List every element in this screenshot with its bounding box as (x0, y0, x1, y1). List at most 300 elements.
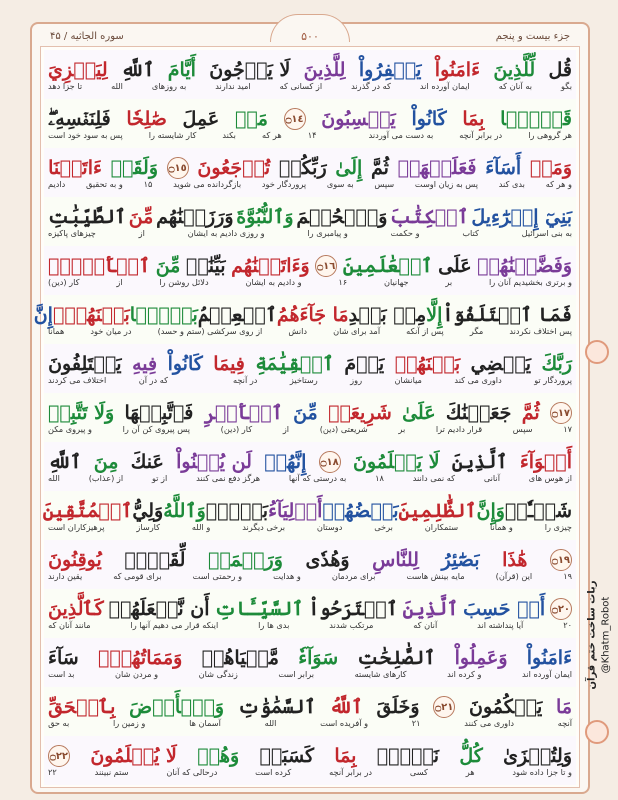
translation-word: و پیروی مکن (48, 424, 92, 434)
verse-line (44, 148, 576, 197)
translation-word: چیزهای پاکیزه (48, 228, 96, 238)
translation-word: ایمان آورده اند (419, 81, 470, 91)
arabic-word: وَٱلنُّبُوَّةَ (236, 206, 294, 228)
juz-label: جزء بیست و پنجم (495, 30, 570, 42)
arabic-word: ٱلۡأَمۡرِۖ (48, 255, 151, 277)
translation-word: و حکمت (390, 228, 420, 238)
translation-word: پس به سود خود است (48, 130, 123, 140)
translation-row (44, 130, 576, 148)
arabic-word: وَمَمَاتُهُمۡۚ (97, 647, 183, 669)
arabic-text-row (44, 540, 576, 571)
translation-word: پس به زیان اوست (414, 179, 478, 189)
translation-row (44, 767, 576, 785)
translation-row (44, 326, 576, 344)
arabic-word: بَعۡضُهُمۡ (322, 500, 399, 522)
translation-row (44, 179, 576, 197)
arabic-word: كَانُواْ (167, 353, 203, 375)
translation-word: ۲۰ (563, 620, 572, 630)
translation-word: و مردن شان (114, 669, 159, 679)
verse-line (44, 344, 576, 393)
arabic-text-row (44, 491, 576, 522)
translation-word: از هوس های (528, 473, 572, 483)
arabic-word: بَغۡيَۢا (129, 304, 198, 326)
verse-line (44, 638, 576, 687)
arabic-text-row (44, 197, 576, 228)
translation-word: جهانیان (383, 277, 409, 287)
translation-word: ۱۴ (307, 130, 317, 140)
translation-word: شریعتی (دین) (319, 424, 368, 434)
arabic-word: مِّنَ (155, 255, 181, 277)
arabic-word: لَا يَعۡلَمُونَ (352, 451, 440, 473)
translation-word: مرتکب شدند (329, 620, 374, 630)
arabic-word: وَٱللَّهُ (163, 500, 206, 522)
arabic-word: كَسَبَتۡ (259, 745, 315, 767)
verse-lines (33, 50, 576, 786)
translation-word: تا جزا دهد (48, 81, 83, 91)
translation-word: درحالی که آنان (166, 767, 218, 777)
translation-word: و رحمتی است (192, 571, 243, 581)
translation-word: کرده است (255, 767, 292, 777)
arabic-word: بَيِّنَٰتٖ (185, 255, 226, 277)
translation-word: پس از آنکه (406, 326, 444, 336)
arabic-word: وَعَمِلُواْ (454, 647, 508, 669)
translation-word: از (138, 228, 145, 238)
arabic-word: هَٰذَا (502, 549, 528, 571)
arabic-word: مَا (556, 696, 572, 718)
arabic-word: شَيۡـٔٗاۚ (504, 500, 572, 522)
translation-word: سپس (374, 179, 395, 189)
verse-line (44, 687, 576, 736)
translation-word: که در آن (138, 375, 169, 385)
arabic-word: عَلَىٰ (402, 402, 436, 424)
arabic-word: أَوۡلِيَآءُ (268, 500, 323, 522)
translation-word: از (116, 277, 123, 287)
arabic-word: بَيۡنَهُمۡ (394, 353, 461, 375)
arabic-word: رَبَّكَ (541, 353, 572, 375)
arabic-word: يُوقِنُونَ (48, 549, 102, 571)
flower-ornament-icon (585, 720, 609, 744)
arabic-word: بَنِيٓ إِسۡرَٰٓءِيلَ (471, 206, 572, 228)
translation-word: به دست می آوردند (368, 130, 434, 140)
verse-line (44, 442, 576, 491)
translation-word: پروردگار خود (261, 179, 307, 189)
arabic-word: كُلُّ (459, 745, 483, 767)
arabic-word: لَا يُظۡلَمُونَ (90, 745, 177, 767)
page-number: ۵۰۰ (301, 29, 319, 43)
translation-word: از تو (151, 473, 168, 483)
translation-word: برای مردمان (331, 571, 376, 581)
arabic-word: ٱلۡكِتَٰبَ (390, 206, 469, 228)
arabic-word: لِلَّذِينَ (303, 59, 346, 81)
translation-word: در برابر آنچه (329, 767, 373, 777)
verse-line (44, 491, 576, 540)
arabic-text-row (44, 393, 576, 424)
translation-word: ۱۵ (143, 179, 153, 189)
arabic-word: لِلنَّاسِ (372, 549, 419, 571)
translation-row (44, 81, 576, 99)
translation-word: و تا جزا داده شود (512, 767, 572, 777)
translation-word: چیزی را (544, 522, 572, 532)
translation-word: بگو (560, 81, 572, 91)
translation-word: کار (دین) (48, 277, 80, 287)
translation-word: داوری می کند (454, 375, 502, 385)
translation-word: اینکه قرار می دهیم آنها را (130, 620, 219, 630)
translation-row (44, 375, 576, 393)
arabic-word: ٱلسَّيِّـَٔاتِ (214, 598, 304, 620)
ayah-number-marker: ۝٢٠ (550, 598, 572, 620)
translation-word: سپس (512, 424, 533, 434)
translation-word: یقین دارند (48, 571, 83, 581)
translation-word: از (عذاب) (88, 473, 124, 483)
arabic-text-row (44, 736, 576, 767)
translation-row (44, 718, 576, 736)
translation-word: برابر است (278, 669, 315, 679)
verse-line (44, 540, 576, 589)
arabic-text-row (44, 50, 576, 81)
ayah-number-marker: ۝٢١ (433, 696, 455, 718)
arabic-word: أَيَّامَ (167, 59, 196, 81)
translation-row (44, 620, 576, 638)
translation-word: برخی (374, 522, 393, 532)
translation-word: در آنچه (232, 375, 258, 385)
translation-word: قرار دادیم ترا (435, 424, 483, 434)
arabic-word: يَغۡفِرُواْ (358, 59, 422, 81)
verse-line (44, 393, 576, 442)
arabic-word: مَّحۡيَاهُمۡ (201, 647, 279, 669)
translation-word: کارساز (136, 522, 161, 532)
arabic-word: ٱجۡتَرَحُواْ (308, 598, 398, 620)
arabic-word: مَنۡ (234, 108, 268, 130)
translation-word: کار شایسته را (148, 130, 197, 140)
verse-line (44, 736, 576, 785)
arabic-word: لِّلَّذِينَ (493, 59, 536, 81)
translation-word: و هر که (545, 179, 572, 189)
translation-word: آنانی (483, 473, 500, 483)
ayah-number-marker: ۝١٤ (284, 108, 306, 130)
translation-word: پرهیزکاران است (48, 522, 105, 532)
arabic-word: بَعۡضٖۖ (205, 500, 269, 522)
translation-word: به آنان که (498, 81, 533, 91)
verse-line (44, 246, 576, 295)
ayah-number-marker: ۝١٩ (550, 549, 572, 571)
translation-word: هرگز دفع نمی کنند (196, 473, 261, 483)
translation-word: و کرده اند (447, 669, 482, 679)
translation-word: کار (دین) (220, 424, 253, 434)
arabic-word: ٱلۡقِيَٰمَةِ (255, 353, 334, 375)
translation-row (44, 277, 576, 295)
translation-word: ۱۶ (338, 277, 348, 287)
translation-row (44, 473, 576, 491)
translation-word: آمد برای شان (333, 326, 381, 336)
translation-word: ستمکاران (424, 522, 459, 532)
arabic-word: جَعَلۡنَٰكَ (445, 402, 512, 424)
surah-label: سوره الجاثیه / ۴۵ (50, 30, 124, 42)
translation-word: امید ندارند (215, 81, 251, 91)
arabic-word: ثُمَّ (370, 157, 389, 179)
translation-word: و هدایت (273, 571, 301, 581)
translation-word: ستم نبینند (94, 767, 129, 777)
arabic-word: وَهُدٗى (305, 549, 350, 571)
translation-word: که در گذرند (351, 81, 391, 91)
translation-word: که نمی دانند (412, 473, 455, 483)
translation-word: دلائل روشن را (159, 277, 209, 287)
arabic-word: يَوۡمَ (344, 353, 385, 375)
translation-word: پس پیروی کن آن را (122, 424, 190, 434)
translation-row (44, 424, 576, 442)
arabic-word: مِنۢ بَعۡدِ (348, 304, 427, 326)
translation-word: به روزهای (151, 81, 187, 91)
translation-word: برای قومی که (113, 571, 162, 581)
arabic-word: فِيمَا (213, 353, 245, 375)
arabic-word: فَمَا ٱخۡتَلَفُوٓاْ (442, 304, 572, 326)
translation-word: به حق (48, 718, 70, 728)
verse-line (33, 295, 576, 344)
arabic-word: فَعَلَيۡهَاۖ (397, 157, 477, 179)
translation-word: الله (111, 81, 123, 91)
verse-line (44, 589, 576, 638)
ayah-number-marker: ۝١٥ (167, 157, 189, 179)
arabic-word: قَوۡمَۢا (500, 108, 572, 130)
translation-word: از روی سرکشی (ستم و حسد) (157, 326, 263, 336)
arabic-word: إِلَىٰ (335, 157, 363, 179)
arabic-word: سَوَآءٗ (298, 647, 339, 669)
arabic-text-row (44, 589, 576, 620)
arabic-word: أَهۡوَآءَ (519, 451, 572, 473)
translation-word: بازگردانده می شوید (173, 179, 242, 189)
translation-word: و روزی دادیم به ایشان (187, 228, 265, 238)
arabic-word: بِمَا (462, 108, 485, 130)
arabic-word: أَن نَّجۡعَلَهُمۡ (108, 598, 210, 620)
arabic-word: وَرَحۡمَةٞ (207, 549, 283, 571)
translation-word: بکند (222, 130, 236, 140)
arabic-word: فَٱتَّبِعۡهَا (124, 402, 194, 424)
arabic-word: يَكۡسِبُونَ (321, 108, 396, 130)
translation-word: ۱۷ (563, 424, 572, 434)
page-header (40, 26, 580, 46)
translation-word: پروردگار تو (534, 375, 572, 385)
arabic-word: رَبِّكُمۡ (278, 157, 327, 179)
arabic-word: لِّقَوۡمٖ (124, 549, 186, 571)
arabic-word: مِّنَ (128, 206, 154, 228)
arabic-word: قُل (548, 59, 572, 81)
translation-word: و پیامبری را (307, 228, 348, 238)
arabic-word: ٱلَّذِينَ (451, 451, 508, 473)
arabic-word: ٱلۡعَٰلَمِينَ (342, 255, 433, 277)
translation-row (44, 228, 576, 246)
side-watermark (578, 560, 618, 710)
translation-word: ۲۱ (411, 718, 421, 728)
translation-word: هر که (261, 130, 282, 140)
side-text-title: ربات ساخت ختم قرآن (586, 580, 598, 690)
arabic-word: وَلِتُجۡزَىٰ (503, 745, 572, 767)
translation-word: ۱۸ (375, 473, 384, 483)
arabic-text-row (44, 442, 576, 473)
arabic-word: بِمَا (334, 745, 357, 767)
ayah-number-marker: ۝١٧ (550, 402, 572, 424)
arabic-word: إِنَّهُمۡ (264, 451, 307, 473)
translation-word: به بنی اسرائیل (521, 228, 572, 238)
arabic-text-row (44, 344, 576, 375)
translation-word: دوستان (316, 522, 343, 532)
arabic-word: ٱلظَّٰلِمِينَ (398, 500, 477, 522)
translation-word: از کسانی که (279, 81, 323, 91)
arabic-word: كَٱلَّذِينَ (48, 598, 104, 620)
translation-word: هر گروهی را (528, 130, 572, 140)
arabic-word: ٱللَّهُ (329, 696, 363, 718)
arabic-word: ثُمَّ (521, 402, 540, 424)
ayah-number-marker: ۝٢٢ (48, 745, 70, 767)
translation-word: به سوی (326, 179, 354, 189)
verse-line (44, 50, 576, 99)
translation-word: آنان که (413, 620, 438, 630)
translation-word: و آفریده است (320, 718, 369, 728)
translation-word: کارهای شایسته (354, 669, 407, 679)
ayah-number-marker: ۝١٦ (315, 255, 337, 277)
arabic-word: ٱلۡعِلۡمُ (197, 304, 277, 326)
translation-word: بدی ها را (258, 620, 290, 630)
translation-row (44, 522, 576, 540)
translation-word: و زمین را (112, 718, 146, 728)
arabic-word: مِّنَ (293, 402, 318, 424)
arabic-word: أَمۡ حَسِبَ (463, 598, 546, 620)
arabic-text-row (44, 148, 576, 179)
arabic-word: بَيۡنَهُمۡۚ (52, 304, 130, 326)
arabic-text-row (33, 295, 576, 326)
translation-word: رستاخیز (289, 375, 318, 385)
arabic-word: وَءَاتَيۡنَٰهُم (231, 255, 310, 277)
verse-line (44, 197, 576, 246)
translation-word: اختلاف می کردند (48, 375, 107, 385)
arabic-text-row (44, 638, 576, 669)
arabic-word: ٱللَّهِ (48, 451, 82, 473)
arabic-word: وَخَلَقَ (376, 696, 420, 718)
arabic-word: يَحۡكُمُونَ (468, 696, 543, 718)
translation-word: در برابر آنچه (459, 130, 503, 140)
arabic-word: ٱلَّذِينَ (402, 598, 459, 620)
translation-word: پس اختلاف نکردند (509, 326, 572, 336)
arabic-word: وَٱلۡحُكۡمَ (296, 206, 388, 228)
arabic-word: لِيَجۡزِيَ (48, 59, 108, 81)
arabic-text-row (44, 687, 576, 718)
arabic-word: وَلَا تَتَّبِعۡ (48, 402, 115, 424)
arabic-word: وَهُمۡ (197, 745, 240, 767)
translation-word: و الله (191, 522, 211, 532)
translation-word: مگر (469, 326, 484, 336)
arabic-word: بَصَٰٓئِرُ (441, 549, 480, 571)
arabic-word: بِٱلۡحَقِّ (48, 696, 116, 718)
translation-word: و همانا (489, 522, 513, 532)
arabic-word: وَٱلۡأَرۡضَ (129, 696, 225, 718)
translation-word: هر (465, 767, 475, 777)
arabic-word: تُرۡجَعُونَ (197, 157, 271, 179)
arabic-word: عَنكَ (130, 451, 164, 473)
translation-word: بر (445, 277, 453, 287)
translation-word: الله (48, 473, 60, 483)
arabic-word: ءَامَنُواْ (526, 647, 572, 669)
arabic-word: سَآءَ (48, 647, 79, 669)
arabic-word: عَلَى (438, 255, 472, 277)
translation-word: مایه بینش هاست (406, 571, 465, 581)
arabic-word: وَلِيُّ (132, 500, 164, 522)
side-text-handle: @Khatm_Robot (600, 596, 612, 674)
arabic-word: إِلَّا (426, 304, 443, 326)
translation-word: میانشان (394, 375, 422, 385)
arabic-word: يَقۡضِي (470, 353, 532, 375)
arabic-word: فِيهِ (132, 353, 158, 375)
translation-row (44, 571, 576, 589)
translation-word: در میان خود (90, 326, 132, 336)
arabic-word: أَسَآءَ (485, 157, 522, 179)
arabic-text-row (44, 246, 576, 277)
translation-word: و دادیم به ایشان (245, 277, 302, 287)
translation-word: همانا (48, 326, 65, 336)
arabic-word: ٱللَّهِ (121, 59, 155, 81)
translation-word: به درستی که آنها (288, 473, 347, 483)
arabic-word: ٱلۡأَمۡرِ (203, 402, 283, 424)
arabic-word: عَمِلَ (182, 108, 220, 130)
arabic-word: فَلِنَفۡسِهِۦۖ (48, 108, 111, 130)
arabic-word: مِنَ (93, 451, 119, 473)
arabic-text-row (44, 99, 576, 130)
arabic-word: صَٰلِحٗا (126, 108, 167, 130)
translation-word: زندگی شان (198, 669, 238, 679)
translation-word: دانش (288, 326, 308, 336)
translation-word: این (قرآن) (495, 571, 533, 581)
translation-word: برخی دیگرند (242, 522, 286, 532)
translation-word: از (282, 424, 290, 434)
translation-word: کتاب (462, 228, 479, 238)
arabic-word: يَخۡتَلِفُونَ (48, 353, 122, 375)
arabic-word: ٱلۡمُتَّقِينَ (42, 500, 133, 522)
arabic-word: وَإِنَّ (476, 500, 505, 522)
translation-word: مانند آنان که (48, 620, 91, 630)
translation-word: بد است (48, 669, 75, 679)
translation-word: روز (350, 375, 363, 385)
translation-word: ۲۲ (48, 767, 57, 777)
translation-word: کسی (409, 767, 428, 777)
verse-line (44, 99, 576, 148)
arabic-word: ٱلسَّمَٰوَٰتِ (237, 696, 316, 718)
arabic-word: وَلَقَدۡ (110, 157, 158, 179)
arabic-word: ءَاتَيۡنَا (48, 157, 102, 179)
translation-word: آیا پنداشته اند (477, 620, 524, 630)
translation-word: بدی کند (498, 179, 525, 189)
translation-word: بر (398, 424, 406, 434)
translation-word: ۱۹ (563, 571, 572, 581)
arabic-word: وَمَنۡ (529, 157, 572, 179)
arabic-word: شَرِيعَةٖ (328, 402, 392, 424)
arabic-word: لَن يُغۡنُواْ (176, 451, 252, 473)
translation-word: ایمان آورده اند (522, 669, 572, 679)
translation-word: و برتری بخشیدیم آنان را (488, 277, 572, 287)
arabic-word: مَا جَآءَهُمُ (276, 304, 349, 326)
arabic-word: وَفَضَّلۡنَٰهُمۡ (477, 255, 572, 277)
translation-word: داوری می کنند (464, 718, 515, 728)
translation-row (44, 669, 576, 687)
arabic-word: ٱلطَّيِّبَٰتِ (48, 206, 126, 228)
arabic-word: ٱلصَّٰلِحَٰتِ (357, 647, 436, 669)
arabic-word: لَا يَرۡجُونَ (209, 59, 291, 81)
arabic-word: كَانُواْ (411, 108, 447, 130)
translation-word: آسمان ها (189, 718, 221, 728)
translation-word: الله (264, 718, 277, 728)
translation-word: دادیم (48, 179, 66, 189)
arabic-word: نَفۡسِۢ (376, 745, 440, 767)
ayah-number-marker: ۝١٨ (319, 451, 341, 473)
arabic-word: إِنَّ (33, 304, 53, 326)
translation-word: و به تحقیق (86, 179, 123, 189)
flower-ornament-icon (585, 340, 609, 364)
